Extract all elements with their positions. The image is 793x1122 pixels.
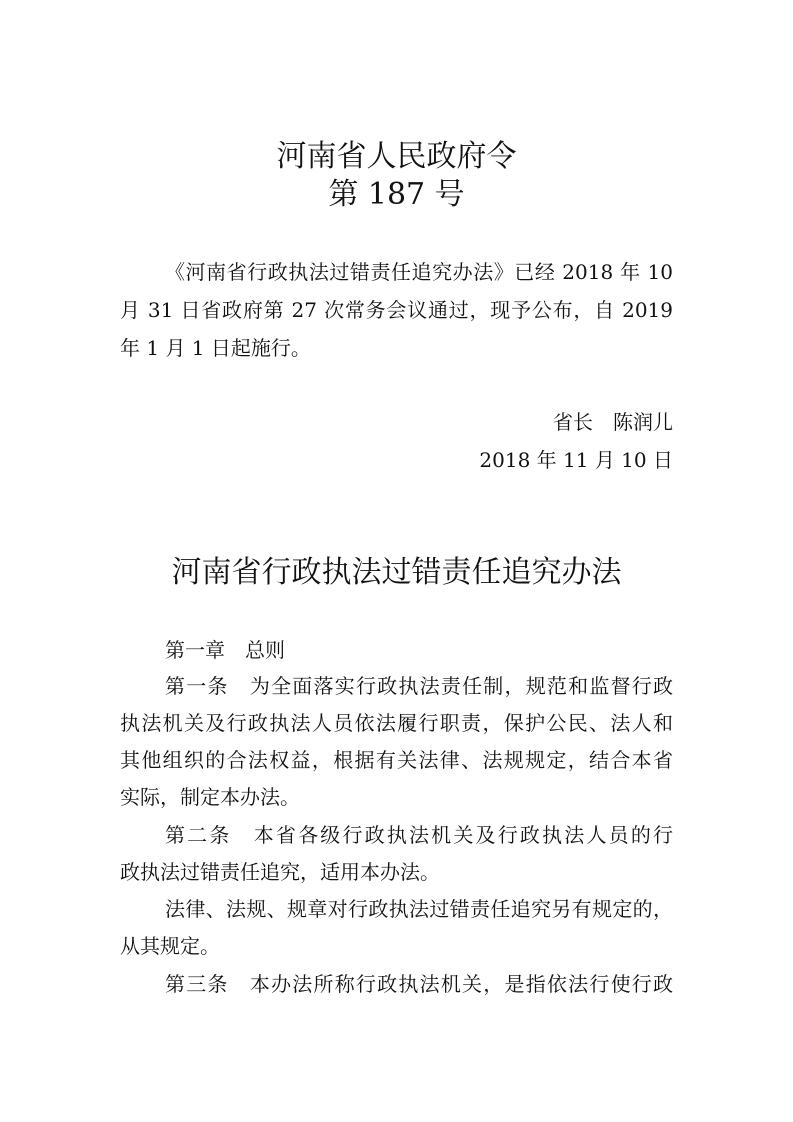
article-1-line: 其他组织的合法权益，根据有关法律、法规规定，结合本省 [120, 748, 673, 772]
promulgation-line: 月 31 日省政府第 27 次常务会议通过，现予公布，自 2019 [120, 298, 673, 322]
law-title: 河南省行政执法过错责任追究办法 [171, 555, 622, 590]
promulgation-line: 《河南省行政执法过错责任追究办法》已经 2018 年 10 [165, 260, 673, 284]
decree-title: 河南省人民政府令 [276, 139, 517, 174]
article-1-line: 第一条 为全面落实行政执法责任制，规范和监督行政 [165, 674, 673, 698]
article-2-para2-line: 从其规定。 [120, 934, 220, 958]
chapter-heading: 第一章 总则 [165, 638, 285, 662]
article-2-para2-line: 法律、法规、规章对行政执法过错责任追究另有规定的， [165, 897, 673, 921]
article-3-line: 第三条 本办法所称行政执法机关，是指依法行使行政 [165, 972, 673, 996]
decree-number: 第 187 号 [328, 177, 465, 212]
article-1-line: 实际，制定本办法。 [120, 785, 300, 809]
article-2-line: 第二条 本省各级行政执法机关及行政执法人员的行 [165, 823, 673, 847]
article-2-line: 政执法过错责任追究，适用本办法。 [120, 860, 440, 884]
decree-date: 2018 年 11 月 10 日 [479, 448, 673, 472]
article-1-line: 执法机关及行政执法人员依法履行职责，保护公民、法人和 [120, 711, 673, 735]
signer: 省长 陈润儿 [553, 410, 673, 434]
promulgation-line: 年 1 月 1 日起施行。 [120, 336, 311, 360]
